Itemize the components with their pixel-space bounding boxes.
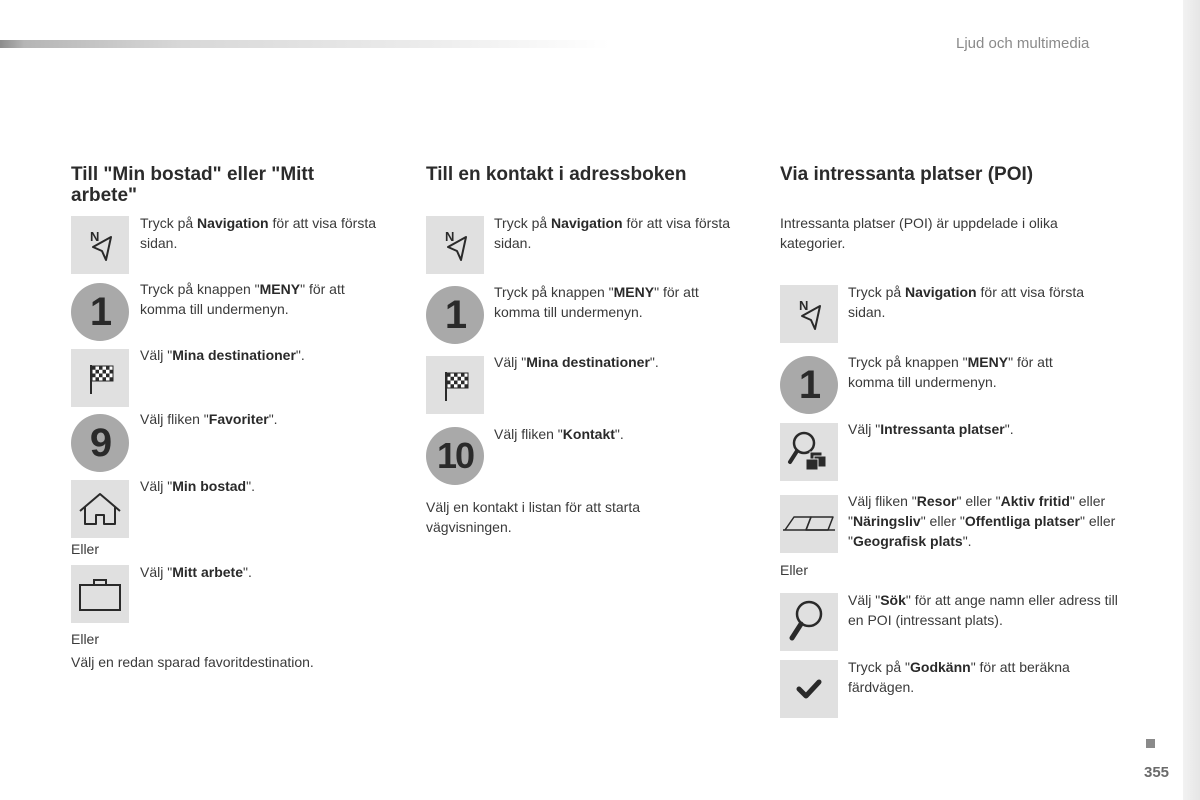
col2-step3-text: Välj "Mina destinationer". (494, 354, 659, 370)
col3-intro-text: Intressanta platser (POI) är uppdelade i olika kategorier. (780, 215, 1058, 251)
tabs-icon (780, 495, 838, 553)
col2-step4-text: Välj fliken "Kontakt". (494, 426, 624, 442)
col3-step4-text: Välj fliken "Resor" eller "Aktiv fritid" eller "Näringsliv" eller "Offentliga platser" eller "Geografisk plats". (848, 493, 1116, 549)
checkered-flag-icon (426, 356, 484, 414)
step-number-badge: 10 (426, 427, 484, 485)
col1-step6-text: Välj "Mitt arbete". (140, 564, 252, 580)
col3-step6-text: Tryck på "Godkänn" för att beräkna färdvägen. (848, 659, 1070, 695)
header-gradient-bar (0, 40, 610, 48)
col1-final-text: Välj en redan sparad favoritdestination. (71, 654, 314, 670)
col1-or-label-1: Eller (71, 541, 100, 557)
home-icon (71, 480, 129, 538)
step-number-badge: 1 (71, 283, 129, 341)
nav-letter: N (799, 298, 809, 313)
step-number-badge: 1 (426, 286, 484, 344)
col3-or-label: Eller (780, 562, 809, 578)
col3-step2-text: Tryck på knappen "MENY" för att komma till undermenyn. (848, 354, 1053, 390)
col1-title: Till "Min bostad" eller "Mitt arbete" (71, 164, 315, 206)
page-edge-strip (1183, 0, 1200, 800)
search-icon (780, 593, 838, 651)
col1-step3-text: Välj "Mina destinationer". (140, 347, 305, 363)
col1-step5-text: Välj "Min bostad". (140, 478, 255, 494)
col2-step2-text: Tryck på knappen "MENY" för att komma till undermenyn. (494, 284, 699, 320)
poi-search-icon (780, 423, 838, 481)
step-number-badge: 1 (780, 356, 838, 414)
col3-title: Via intressanta platser (POI) (780, 164, 1034, 185)
section-title: Ljud och multimedia (956, 35, 1090, 52)
navigation-icon (71, 216, 129, 274)
col3-step3-text: Välj "Intressanta platser". (848, 421, 1014, 437)
checkmark-icon (780, 660, 838, 718)
navigation-icon (780, 285, 838, 343)
col3-step5-text: Välj "Sök" för att ange namn eller adress till en POI (intressant plats). (848, 592, 1118, 628)
briefcase-icon (71, 565, 129, 623)
page-marker (1146, 739, 1155, 748)
col1-step1-text: Tryck på Navigation för att visa första sidan. (140, 215, 376, 251)
nav-letter: N (90, 229, 100, 244)
col1-or-label-2: Eller (71, 631, 100, 647)
col2-step1-text: Tryck på Navigation för att visa första sidan. (494, 215, 730, 251)
col2-final-text: Välj en kontakt i listan för att starta vägvisningen. (426, 499, 640, 535)
navigation-icon (426, 216, 484, 274)
col3-step1-text: Tryck på Navigation för att visa första sidan. (848, 284, 1084, 320)
col2-title: Till en kontakt i adressboken (426, 164, 687, 185)
nav-letter: N (445, 229, 455, 244)
col1-step4-text: Välj fliken "Favoriter". (140, 411, 278, 427)
page-number: 355 (1144, 764, 1170, 781)
checkered-flag-icon (71, 349, 129, 407)
step-number-badge: 9 (71, 414, 129, 472)
col1-step2-text: Tryck på knappen "MENY" för att komma till undermenyn. (140, 281, 345, 317)
